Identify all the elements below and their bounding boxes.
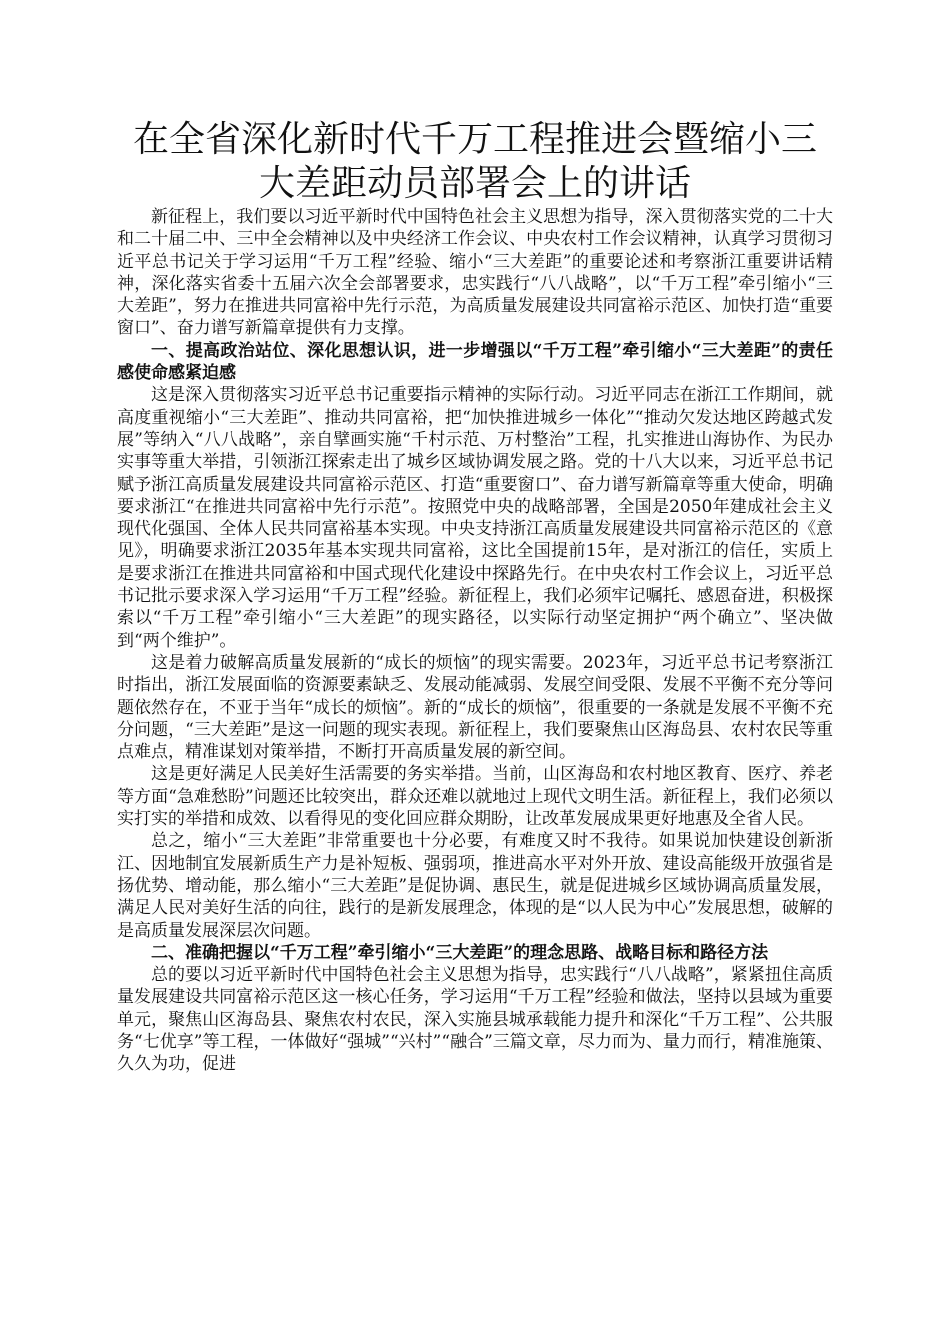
section-1-paragraph-3: 这是更好满足人民美好生活需要的务实举措。当前，山区海岛和农村地区教育、医疗、养老等方面“急难愁盼”问题还比较突出，群众还难以就地过上现代文明生活。新征程上，我们必须以实打实的举措和成效、以看得见的变化回应群众期盼，让改革发展成果更好地惠及全省人民。 <box>117 764 833 830</box>
document-page <box>117 118 833 1076</box>
section-1-paragraph-4: 总之，缩小“三大差距”非常重要也十分必要，有难度又时不我待。如果说加快建设创新浙江、因地制宜发展新质生产力是补短板、强弱项，推进高水平对外开放、建设高能级开放强省是扬优势、增动能，那么缩小“三大差距”是促协调、惠民生，就是促进城乡区域协调高质量发展，满足人民对美好生活的向往，践行的是新发展理念，体现的是“以人民为中心”发展思想，破解的是高质量发展深层次问题。 <box>117 831 833 941</box>
intro-paragraph: 新征程上，我们要以习近平新时代中国特色社会主义思想为指导，深入贯彻落实党的二十大和二十届二中、三中全会精神以及中央经济工作会议、中央农村工作会议精神，认真学习贯彻习近平总书记关于学习运用“千万工程”经验、缩小“三大差距”的重要论述和考察浙江重要讲话精神，深化落实省委十五届六次全会部署要求，忠实践行“八八战略”，以“千万工程”牵引缩小“三大差距”，努力在推进共同富裕中先行示范，为高质量发展建设共同富裕示范区、加快打造“重要窗口”、奋力谱写新篇章提供有力支撑。 <box>117 207 833 339</box>
document-title: 在全省深化新时代千万工程推进会暨缩小三大差距动员部署会上的讲话 <box>132 119 817 204</box>
section-1-heading: 一、提高政治站位、深化思想认识，进一步增强以“千万工程”牵引缩小“三大差距”的责任感使命感紧迫感 <box>117 340 833 384</box>
section-2-paragraph-1: 总的要以习近平新时代中国特色社会主义思想为指导，忠实践行“八八战略”，紧紧扭住高质量发展建设共同富裕示范区这一核心任务，学习运用“千万工程”经验和做法，坚持以县域为重要单元，聚焦山区海岛县、聚焦农村农民，深入实施县城承载能力提升和深化“千万工程”、公共服务“七优享”等工程，一体做好“强城”“兴村”“融合”三篇文章，尽力而为、量力而行，精准施策、久久为功，促进 <box>117 965 833 1075</box>
section-1-paragraph-1: 这是深入贯彻落实习近平总书记重要指示精神的实际行动。习近平同志在浙江工作期间，就高度重视缩小“三大差距”、推动共同富裕，把“加快推进城乡一体化”“推动欠发达地区跨越式发展”等纳入“八八战略”，亲自擘画实施“千村示范、万村整治”工程，扎实推进山海协作、为民办实事等重大举措，引领浙江探索走出了城乡区域协调发展之路。党的十八大以来，习近平总书记赋予浙江高质量发展建设共同富裕示范区、打造“重要窗口”、奋力谱写新篇章等重大使命，明确要求浙江“在推进共同富裕中先行示范”。按照党中央的战略部署，全国是2050年建成社会主义现代化强国、全体人民共同富裕基本实现。中央支持浙江高质量发展建设共同富裕示范区的《意见》，明确要求浙江2035年基本实现共同富裕，这比全国提前15年，是对浙江的信任，实质上是要求浙江在推进共同富裕和中国式现代化建设中探路先行。在中央农村工作会议上，习近平总书记批示要求深入学习运用“千万工程”经验。新征程上，我们必须牢记嘱托、感恩奋进，积极探索以“千万工程”牵引缩小“三大差距”的现实路径，以实际行动坚定拥护“两个确立”、坚决做到“两个维护”。 <box>117 385 833 651</box>
section-2-heading: 二、准确把握以“千万工程”牵引缩小“三大差距”的理念思路、战略目标和路径方法 <box>151 942 769 963</box>
section-1-paragraph-2: 这是着力破解高质量发展新的“成长的烦恼”的现实需要。2023年，习近平总书记考察浙江时指出，浙江发展面临的资源要素缺乏、发展动能减弱、发展空间受限、发展不平衡不充分等问题依然存在，不亚于当年“成长的烦恼”。新的“成长的烦恼”，很重要的一条就是发展不平衡不充分问题，“三大差距”是这一问题的现实表现。新征程上，我们要聚焦山区海岛县、农村农民等重点难点，精准谋划对策举措，不断打开高质量发展的新空间。 <box>117 652 833 763</box>
